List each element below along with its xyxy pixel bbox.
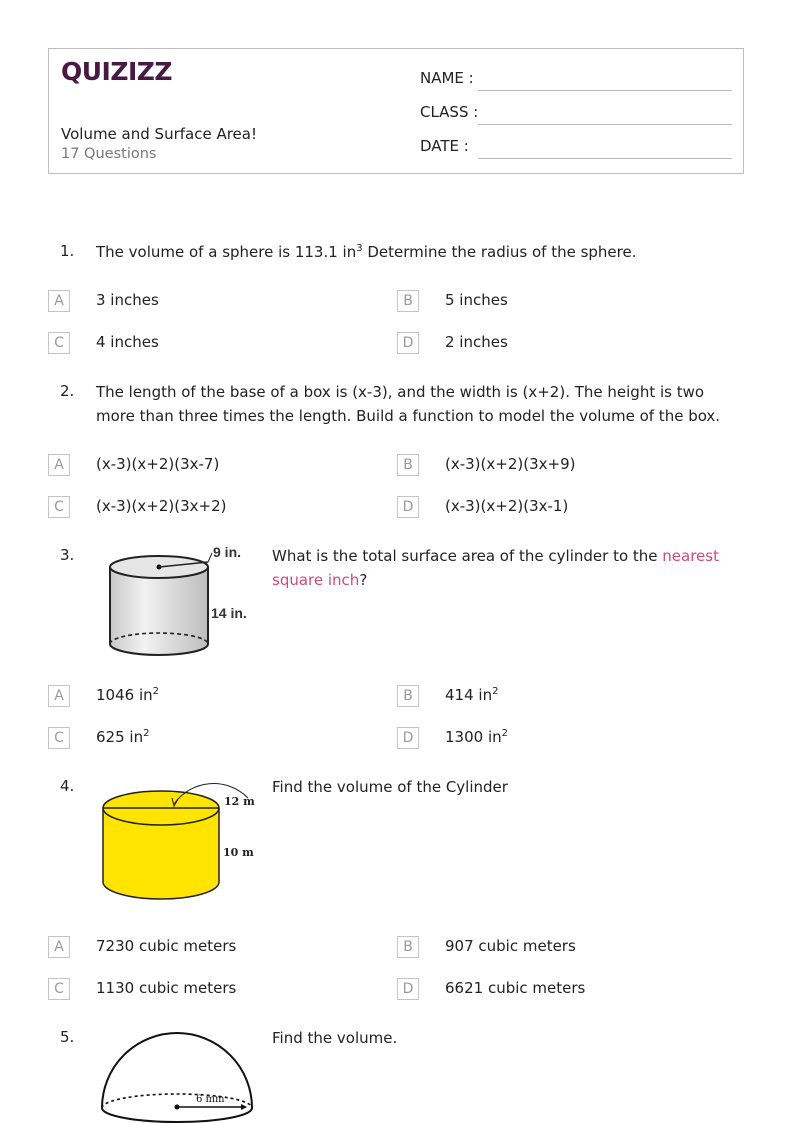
question-count: 17 Questions — [61, 146, 157, 162]
sphere-figure — [96, 1028, 262, 1123]
option-letter[interactable]: A — [48, 685, 70, 707]
option-letter[interactable]: B — [397, 936, 419, 958]
question-number: 5. — [60, 1028, 75, 1046]
question-text: The length of the base of a box is (x-3), and the width is (x+2). The height is two more than three times the length. Build a function to model the volume of the box. — [96, 383, 721, 425]
date-line — [478, 158, 732, 159]
class-label: CLASS : — [420, 103, 479, 121]
option-letter[interactable]: D — [397, 978, 419, 1000]
option-text[interactable]: (x-3)(x+2)(3x+9) — [445, 455, 576, 473]
date-label: DATE : — [420, 137, 469, 155]
name-label: NAME : — [420, 69, 474, 87]
radius-label: 6 mm — [196, 1094, 225, 1105]
question-number: 3. — [60, 546, 75, 564]
option-text[interactable]: 625 $in^2$ — [96, 728, 150, 746]
option-text[interactable]: 1130 cubic meters — [96, 979, 237, 997]
yellow-cylinder-figure — [96, 776, 262, 906]
highlighted-term: nearest square inch — [272, 547, 719, 589]
option-text[interactable]: 3 inches — [96, 291, 159, 309]
option-letter[interactable]: B — [397, 685, 419, 707]
height-label: 14 in. — [211, 605, 247, 621]
question-number: 2. — [60, 382, 75, 400]
class-field[interactable] — [420, 103, 478, 121]
option-letter[interactable]: A — [48, 290, 70, 312]
question-text: The volume of a sphere is 113.1 $in^3$ Determine the radius of the sphere. — [96, 243, 637, 261]
option-letter[interactable]: C — [48, 727, 70, 749]
option-text[interactable]: 4 inches — [96, 333, 159, 351]
option-text[interactable]: 1046 $in^2$ — [96, 686, 159, 704]
option-letter[interactable]: C — [48, 978, 70, 1000]
option-text[interactable]: 414 $in^2$ — [445, 686, 499, 704]
option-letter[interactable]: D — [397, 727, 419, 749]
option-text[interactable]: 7230 cubic meters — [96, 937, 237, 955]
option-text[interactable]: 6621 cubic meters — [445, 979, 586, 997]
option-text[interactable]: 907 cubic meters — [445, 937, 576, 955]
cylinder-figure — [100, 540, 260, 662]
option-letter[interactable]: A — [48, 936, 70, 958]
date-field[interactable] — [420, 137, 469, 155]
option-text[interactable]: (x-3)(x+2)(3x+2) — [96, 497, 227, 515]
question-number: 4. — [60, 777, 75, 795]
question-number: 1. — [60, 242, 75, 260]
option-text[interactable]: 2 inches — [445, 333, 508, 351]
radius-label: 9 in. — [213, 544, 242, 560]
option-letter[interactable]: C — [48, 496, 70, 518]
question-text: Find the volume of the Cylinder — [272, 778, 508, 796]
height-label: 10 m — [223, 846, 254, 859]
option-letter[interactable]: A — [48, 454, 70, 476]
worksheet-title: Volume and Surface Area! — [61, 125, 257, 143]
option-letter[interactable]: D — [397, 332, 419, 354]
question-text: Find the volume. — [272, 1029, 398, 1047]
option-text[interactable]: (x-3)(x+2)(3x-1) — [445, 497, 569, 515]
worksheet-header — [48, 48, 744, 174]
option-letter[interactable]: B — [397, 454, 419, 476]
option-letter[interactable]: D — [397, 496, 419, 518]
option-text[interactable]: 1300 $in^2$ — [445, 728, 508, 746]
diameter-label: 12 m — [224, 795, 255, 808]
option-text[interactable]: (x-3)(x+2)(3x-7) — [96, 455, 220, 473]
class-line — [478, 124, 732, 125]
quizizz-logo: QUIZIZZ — [61, 57, 173, 86]
option-letter[interactable]: C — [48, 332, 70, 354]
question-text: What is the total surface area of the cylinder to the nearest square inch? — [272, 547, 719, 589]
option-text[interactable]: 5 inches — [445, 291, 508, 309]
name-line — [478, 90, 732, 91]
name-field[interactable] — [420, 69, 474, 87]
option-letter[interactable]: B — [397, 290, 419, 312]
